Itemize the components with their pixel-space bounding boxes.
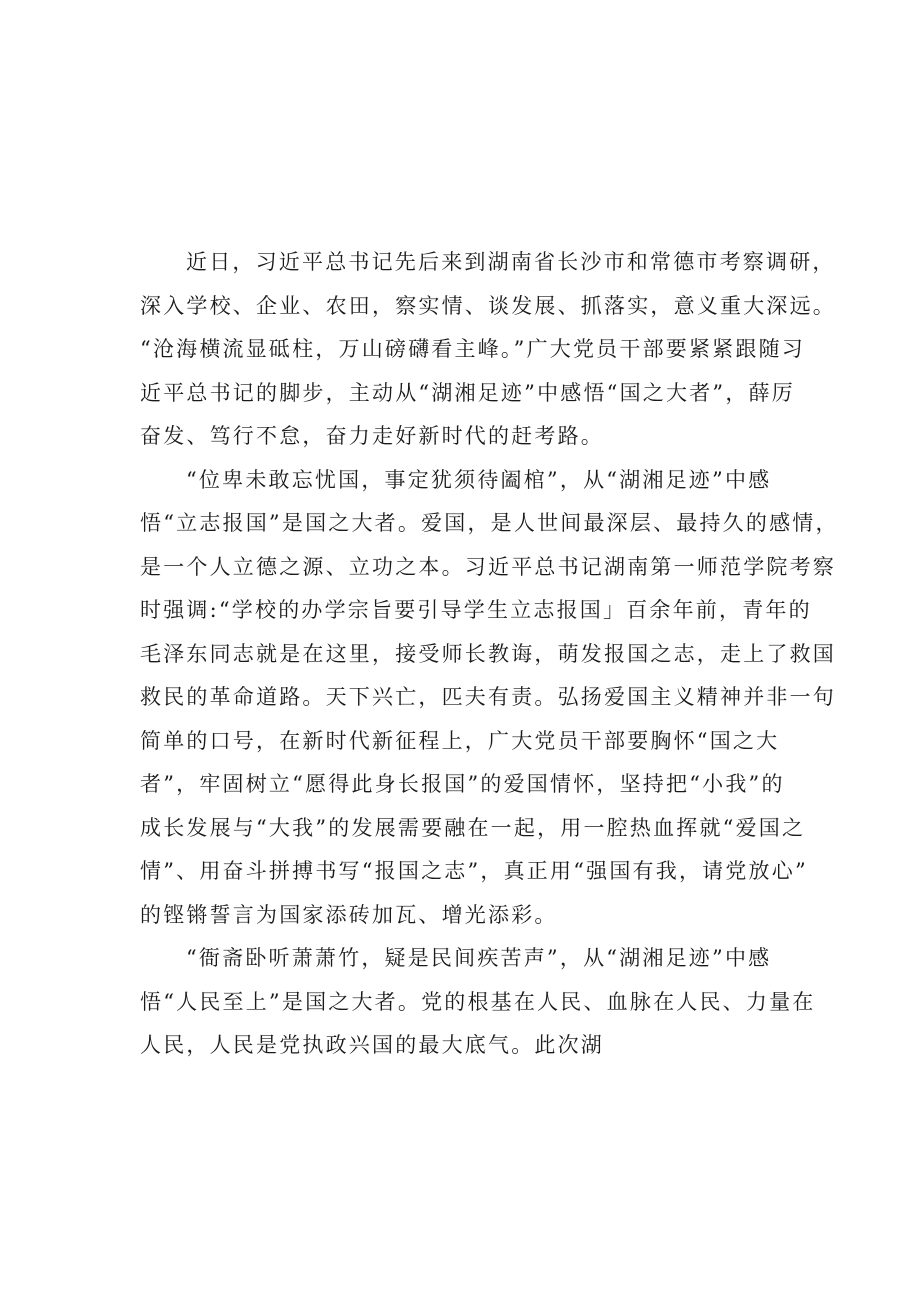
paragraph-line: 成长发展与“大我”的发展需要融在一起，用一腔热血挥就“爱国之 bbox=[140, 815, 806, 840]
paragraph-line: 悟“立志报国”是国之大者。爱国，是人世间最深层、最持久的感情， bbox=[140, 511, 839, 535]
paragraph-line: 毛泽东同志就是在这里，接受师长教诲，萌发报国之志，走上了救国 bbox=[140, 641, 836, 666]
paragraph-line: 时强调:“学校的办学宗旨要引导学生立志报国」百余年前，青年的 bbox=[140, 598, 812, 622]
paragraph-line: 近日，习近平总书记先后来到湖南省长沙市和常德市考察调研， bbox=[186, 250, 836, 274]
paragraph-line: “衙斋卧听萧萧竹，疑是民间疾苦声”，从“湖湘足迹”中感 bbox=[186, 946, 772, 970]
paragraph-line: 救民的革命道路。天下兴亡，匹夫有责。弘扬爱国主义精神并非一句 bbox=[140, 685, 836, 709]
document-body bbox=[140, 241, 839, 1068]
paragraph-line: “位卑未敢忘忧国，事定犹须待阖棺”，从“湖湘足迹”中感 bbox=[186, 467, 772, 492]
paragraph-line: 悟“人民至上”是国之大者。党的根基在人民、血脉在人民、力量在 bbox=[140, 989, 816, 1014]
paragraph-1 bbox=[140, 241, 836, 459]
paragraph-line: 者”，牢固树立“愿得此身长报国”的爱国情怀，坚持把“小我”的 bbox=[140, 772, 785, 796]
paragraph-line: 深入学校、企业、农田，察实情、谈发展、抓落实，意义重大深远。 bbox=[140, 293, 836, 318]
paragraph-line: 的铿锵誓言为国家添砖加瓦、增光添彩。 bbox=[140, 902, 558, 927]
paragraph-line: 简单的口号，在新时代新征程上，广大党员干部要胸怀“国之大 bbox=[140, 728, 780, 753]
paragraph-line: 是一个人立德之源、立功之本。习近平总书记湖南第一师范学院考察 bbox=[140, 554, 836, 579]
paragraph-line: 近平总书记的脚步，主动从“湖湘足迹”中感悟“国之大者”，薛厉 bbox=[140, 380, 795, 405]
paragraph-line: 情”、用奋斗拼搏书写“报国之志”，真正用“强国有我，请党放心” bbox=[140, 859, 808, 883]
paragraph-line: 奋发、笃行不怠，奋力走好新时代的赶考路。 bbox=[140, 424, 604, 448]
paragraph-3 bbox=[140, 937, 816, 1068]
paragraph-line: “沧海横流显砥柱，万山磅礴看主峰。”广大党员干部要紧紧跟随习 bbox=[140, 337, 805, 361]
paragraph-2 bbox=[140, 459, 839, 938]
paragraph-line: 人民，人民是党执政兴国的最大底气。此次湖 bbox=[140, 1033, 604, 1057]
